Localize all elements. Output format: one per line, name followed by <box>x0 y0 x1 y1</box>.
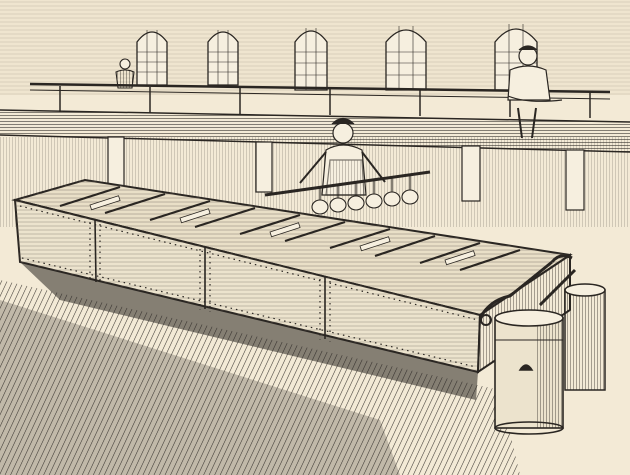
rear-tank <box>565 284 605 390</box>
window <box>295 28 327 90</box>
cylindrical-tank <box>495 310 563 434</box>
window <box>208 30 238 85</box>
window <box>137 30 167 85</box>
window <box>386 26 426 90</box>
